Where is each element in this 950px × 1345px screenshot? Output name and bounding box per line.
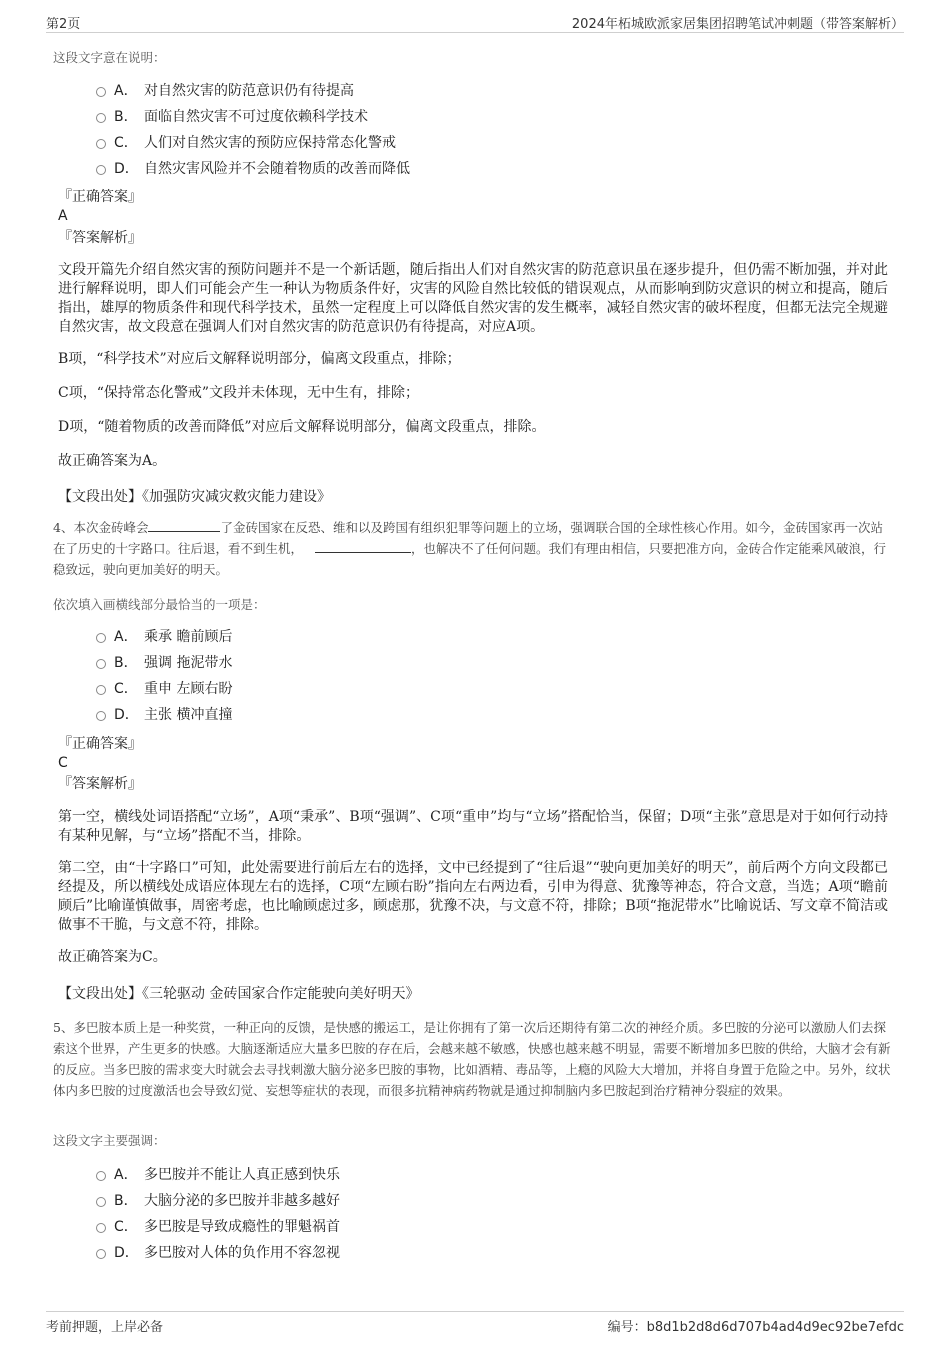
q5-stem: 5、多巴胺本质上是一种奖赏，一种正向的反馈，是快感的搬运工，是让你拥有了第一次后还期待有第二次的神经介质。多巴胺的分泌可以激励人们去探索这个世界，产生更多的快感。大脑逐渐适应大量多巴胺的存在后，会越来越不敏感，快感也越来越不明显，需要不断增加多巴胺的供给，大脑才会有新的反应。当多巴胺的需求变大时就会去寻找刺激大脑分泌多巴胺的事物，比如酒精、毒品等，上瘾的风险大大增加，并将自身置于危险之中。另外，纹状体内多巴胺的过度激活也会导致幻觉、妄想等症状的表现，而很多抗精神病药物就是通过抑制脑内多巴胺起到治疗精神分裂症的效果。 bbox=[53, 1020, 891, 1098]
q3-source: 【文段出处】《加强防灾减灾救灾能力建设》 bbox=[58, 489, 331, 505]
q3-analysis-p5: 故正确答案为A。 bbox=[58, 453, 167, 469]
q3-answer: A bbox=[58, 208, 68, 224]
radio-icon[interactable] bbox=[96, 139, 106, 149]
answer-blank-2 bbox=[315, 540, 411, 553]
q4-answer: C bbox=[58, 755, 68, 771]
q3-analysis-p3: C项，“保持常态化警戒”文段并未体现，无中生有，排除； bbox=[58, 385, 420, 401]
q4-answer-label: 『正确答案』 bbox=[58, 736, 142, 752]
radio-icon[interactable] bbox=[96, 1223, 106, 1233]
q4-analysis-label: 『答案解析』 bbox=[58, 776, 142, 792]
radio-icon[interactable] bbox=[96, 1197, 106, 1207]
q4-option-c[interactable]: C． 重申 左顾右盼 bbox=[96, 676, 796, 702]
q4-option-b[interactable]: B． 强调 拖泥带水 bbox=[96, 650, 796, 676]
radio-icon[interactable] bbox=[96, 165, 106, 175]
q4-ask: 依次填入画横线部分最恰当的一项是： bbox=[53, 597, 266, 612]
q5-options bbox=[96, 1162, 796, 1266]
radio-icon[interactable] bbox=[96, 633, 106, 643]
footer-code: 编号：b8d1b2d8d6d707b4ad4d9ec92be7efdc bbox=[607, 1320, 904, 1335]
q3-answer-label: 『正确答案』 bbox=[58, 189, 142, 205]
q3-analysis-label: 『答案解析』 bbox=[58, 230, 142, 246]
answer-blank-1 bbox=[148, 519, 220, 532]
q4-analysis-p1: 第一空，横线处词语搭配“立场”，A项“秉承”、B项“强调”、C项“重申”均与“立场”搭配恰当，保留；D项“主张”意思是对于如何行动持有某种见解，与“立场”搭配不当，排除。 bbox=[58, 809, 888, 844]
page-footer bbox=[46, 1311, 904, 1334]
q5-option-b[interactable]: B． 大脑分泌的多巴胺并非越多越好 bbox=[96, 1188, 796, 1214]
q5-ask: 这段文字主要强调： bbox=[53, 1133, 166, 1148]
q4-analysis-p2: 第二空，由“十字路口”可知，此处需要进行前后左右的选择，文中已经提到了“往后退”“驶向更加美好的明天”，前后两个方向文段都已经提及，所以横线处成语应体现左右的选择，C项“左顾右盼”指向左右两边看，引申为得意、犹豫等神态，符合文意，当选；A项“瞻前顾后”比喻谨慎做事，周密考虑，也比喻顾虑过多，顾虑那，犹豫不决，与文意不符，排除；B项“拖泥带水”比喻说话、写文章不简洁或做事不干脆，与文意不符，排除。 bbox=[58, 860, 888, 933]
radio-icon[interactable] bbox=[96, 113, 106, 123]
q3-options bbox=[96, 78, 796, 182]
q5-option-a[interactable]: A． 多巴胺并不能让人真正感到快乐 bbox=[96, 1162, 796, 1188]
page-number: 第2页 bbox=[46, 17, 81, 32]
q3-ask: 这段文字意在说明： bbox=[53, 50, 166, 65]
radio-icon[interactable] bbox=[96, 1249, 106, 1259]
footer-slogan: 考前押题，上岸必备 bbox=[46, 1320, 164, 1335]
q4-source: 【文段出处】《三轮驱动 金砖国家合作定能驶向美好明天》 bbox=[58, 986, 420, 1002]
q4-stem: 4、本次金砖峰会 了金砖国家在反恐、维和以及跨国有组织犯罪等问题上的立场，强调联合国的全球性核心作用。如今，金砖国家再一次站在了历史的十字路口。往后退，看不到生机， ，也解决不了任何问题。我们有理由相信，只要把准方向，金砖合作定能乘风破浪，行稳致远，驶向更加美好的明天。 bbox=[53, 520, 886, 577]
q5-option-c[interactable]: C． 多巴胺是导致成瘾性的罪魁祸首 bbox=[96, 1214, 796, 1240]
radio-icon[interactable] bbox=[96, 1171, 106, 1181]
q5-option-d[interactable]: D． 多巴胺对人体的负作用不容忽视 bbox=[96, 1240, 796, 1266]
document-title: 2024年柘城欧派家居集团招聘笔试冲刺题（带答案解析） bbox=[571, 17, 904, 32]
radio-icon[interactable] bbox=[96, 659, 106, 669]
q3-analysis-p1: 文段开篇先介绍自然灾害的预防问题并不是一个新话题，随后指出人们对自然灾害的防范意识虽在逐步提升，但仍需不断加强，并对此进行解释说明，即人们可能会产生一种认为物质条件好，灾害的风险自然比较低的错误观点，从而影响到防灾意识的树立和提高，随后指出，雄厚的物质条件和现代科学技术，虽然一定程度上可以降低自然灾害的发生概率，减轻自然灾害的破坏程度，但都无法完全规避自然灾害，故文段意在强调人们对自然灾害的防范意识仍有待提高，对应A项。 bbox=[58, 262, 888, 335]
q3-option-c[interactable]: C． 人们对自然灾害的预防应保持常态化警戒 bbox=[96, 130, 796, 156]
q3-option-a[interactable]: A． 对自然灾害的防范意识仍有待提高 bbox=[96, 78, 796, 104]
radio-icon[interactable] bbox=[96, 685, 106, 695]
q3-option-b[interactable]: B． 面临自然灾害不可过度依赖科学技术 bbox=[96, 104, 796, 130]
radio-icon[interactable] bbox=[96, 711, 106, 721]
q4-analysis-p3: 故正确答案为C。 bbox=[58, 949, 167, 965]
q3-option-d[interactable]: D． 自然灾害风险并不会随着物质的改善而降低 bbox=[96, 156, 796, 182]
q4-options bbox=[96, 624, 796, 728]
q3-analysis-p4: D项，“随着物质的改善而降低”对应后文解释说明部分，偏离文段重点，排除。 bbox=[58, 419, 546, 435]
q3-analysis-p2: B项，“科学技术”对应后文解释说明部分，偏离文段重点，排除； bbox=[58, 351, 461, 367]
radio-icon[interactable] bbox=[96, 87, 106, 97]
q4-option-d[interactable]: D． 主张 横冲直撞 bbox=[96, 702, 796, 728]
page-header bbox=[46, 10, 904, 33]
q4-option-a[interactable]: A． 乘承 瞻前顾后 bbox=[96, 624, 796, 650]
